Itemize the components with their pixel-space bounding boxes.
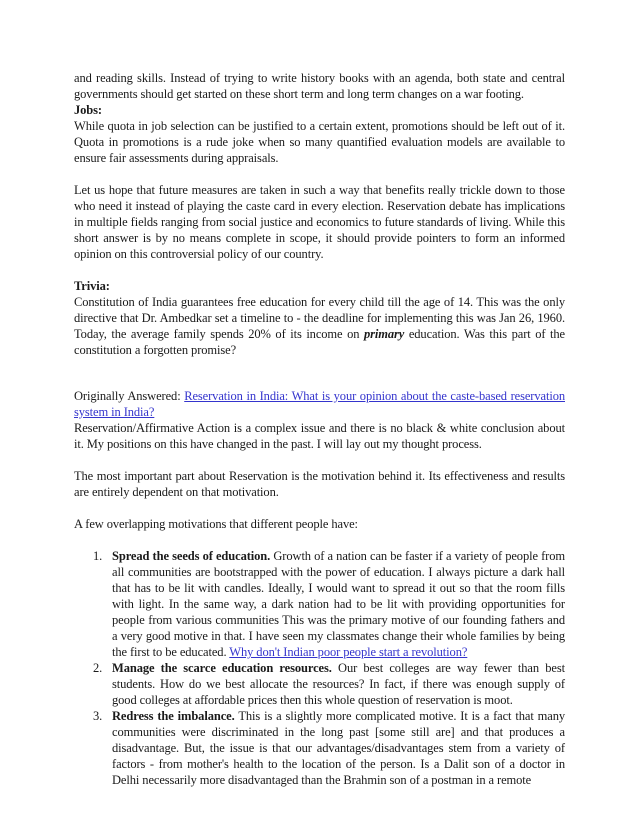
jobs-heading: Jobs: [74, 103, 102, 117]
list-item-bold-lead: Spread the seeds of education. [112, 549, 271, 563]
list-item-body [112, 548, 565, 660]
list-item-body [112, 660, 565, 708]
list-item-text: Our best colleges are way fewer than best students. How do we best allocate the resources? In fact, if there was enough supply of good colleges at affordable prices then this whole question of reservation is moot. [112, 661, 565, 707]
caste-reservation-question-link[interactable]: Reservation in India: What is your opinion about the caste-based reservation system in India? [74, 389, 565, 419]
revolution-question-link[interactable]: Why don't Indian poor people start a revolution? [229, 645, 468, 659]
motivation-paragraph: The most important part about Reservation is the motivation behind it. Its effectiveness and results are entirely dependent on that motivation. [74, 469, 565, 499]
trivia-text-before: Constitution of India guarantees free education for every child till the age of 14. This was the only directive that Dr. Ambedkar set a timeline to - the deadline for implementing this was Jan 26, 1960. Today, the average family spends 20% of its income on [74, 295, 565, 341]
trivia-emphasis: primary [363, 327, 405, 341]
jobs-paragraph: While quota in job selection can be justified to a certain extent, promotions should be left out of it. Quota in promotions is a rude joke when so many quantified evaluation models are available to ensure fair assessments during appraisals. [74, 119, 565, 165]
list-item-redress-imbalance [74, 708, 565, 788]
list-item-text: This is a slightly more complicated motive. It is a fact that many communities were discriminated in the long past [some still are] and that produces a disadvantage. But, the issue is that our advantages/disadvantages stem from a variety of factors - from mother's health to the location of the person. Is a Dalit son of a doctor in Delhi necessarily more disadvantaged than the Brahmin son of a postman in a remote [112, 709, 565, 787]
list-number: 2. [93, 661, 103, 675]
list-item-bold-lead: Redress the imbalance. [112, 709, 235, 723]
hope-paragraph: Let us hope that future measures are taken in such a way that benefits really trickle down to those who need it instead of playing the caste card in every election. Reservation debate has implications in multiple fields ranging from social justice and economics to future standards of living. While this short answer is by no means complete in scope, it should provide pointers to form an informed opinion on this controversial policy of our country. [74, 183, 565, 261]
list-number: 1. [93, 549, 103, 563]
list-intro: A few overlapping motivations that different people have: [74, 517, 358, 531]
list-item-text: Growth of a nation can be faster if a variety of people from all communities are bootstrapped with the power of education. I always picture a dark hall that has to be lit with candles. Ideally, I would want to spread it out so that the room fills with light. In the same way, a dark nation had to be lit with providing opportunities for people from various communities This was the primary motive of our founding fathers and a very good motive in that. I have seen my classmates change their whole families by being the first to be educated. [112, 549, 565, 659]
trivia-heading: Trivia: [74, 279, 110, 293]
trivia-paragraph [74, 294, 565, 358]
affirmative-paragraph: Reservation/Affirmative Action is a complex issue and there is no black & white conclusion about it. My positions on this have changed in the past. I will lay out my thought process. [74, 421, 565, 451]
document-page [74, 70, 565, 788]
list-item-spread-education [74, 548, 565, 660]
list-item-bold-lead: Manage the scarce education resources. [112, 661, 332, 675]
list-item-body [112, 708, 565, 788]
originally-answered-label: Originally Answered: [74, 389, 185, 403]
trivia-text-after: education. Was this part of the constitution a forgotten promise? [74, 327, 565, 357]
originally-answered-line [74, 388, 565, 420]
list-number: 3. [93, 709, 103, 723]
motivations-list [74, 548, 565, 788]
list-item-manage-resources [74, 660, 565, 708]
continued-paragraph: and reading skills. Instead of trying to write history books with an agenda, both state and central governments should get started on these short term and long term changes on a war footing. [74, 71, 565, 101]
